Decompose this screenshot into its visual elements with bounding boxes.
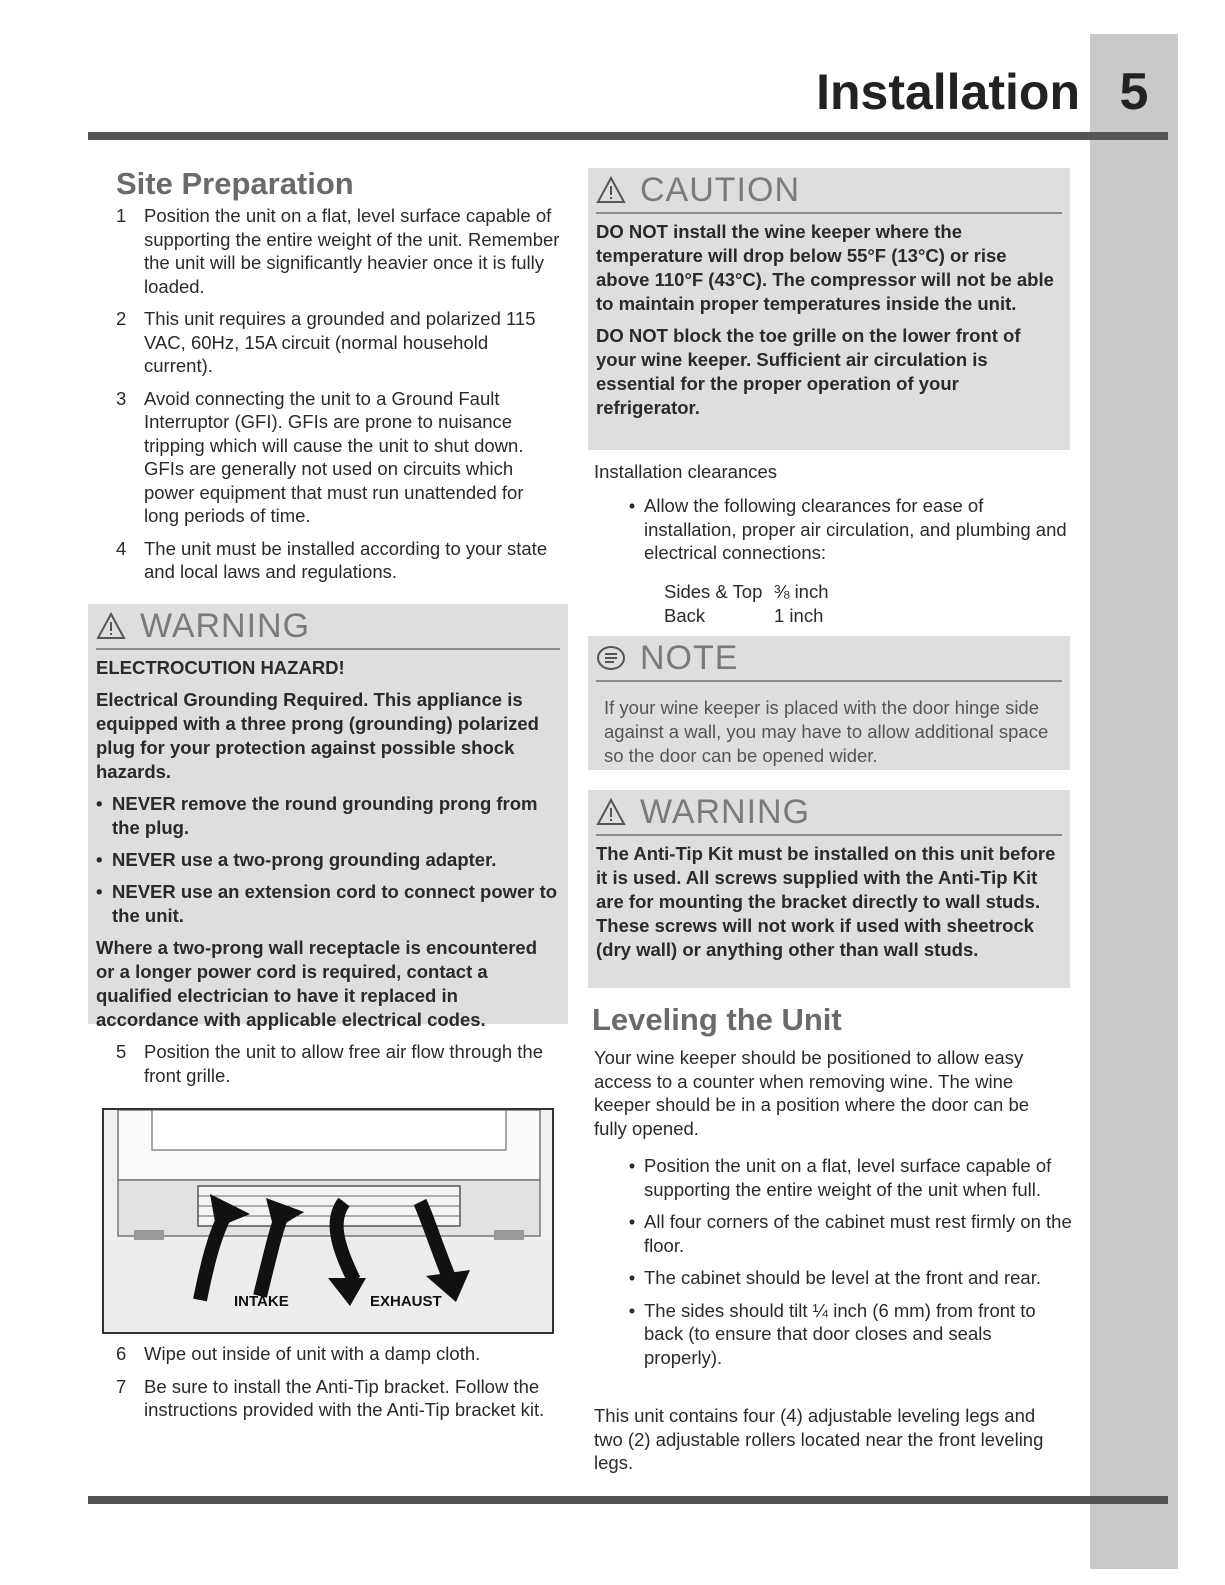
- warning-heading: WARNING: [140, 606, 311, 645]
- caution-header: [596, 168, 1062, 214]
- step-4: 4 The unit must be installed according to your state and local laws and regulations.: [116, 537, 548, 582]
- caution-box: [588, 168, 1070, 450]
- top-rule: [88, 132, 1168, 140]
- clearances-table: [664, 580, 829, 627]
- leveling-bullet: • The cabinet should be level at the front and rear.: [628, 1267, 1041, 1288]
- site-preparation-title: Site Preparation: [116, 166, 354, 201]
- electrocution-outro: Where a two-prong wall receptacle is encountered or a longer power cord is required, contact a qualified electrician to have it replaced in accordance with applicable electrical codes.: [96, 937, 538, 1030]
- caution-paragraph: DO NOT block the toe grille on the lower front of your wine keeper. Sufficient air circulation is essential for the proper operation of your refrigerator.: [596, 325, 1021, 418]
- step-7: 7 Be sure to install the Anti-Tip bracket. Follow the instructions provided with the Anti-Tip bracket kit.: [116, 1375, 545, 1420]
- leveling-title: Leveling the Unit: [592, 1002, 842, 1037]
- clearances-list: [620, 494, 1070, 565]
- leveling-bullets: [620, 1154, 1072, 1369]
- step-1: 1 Position the unit on a flat, level surface capable of supporting the entire weight of the unit. Remember the unit will be significantly heavier once it is fully loaded.: [116, 205, 560, 297]
- airflow-figure: [102, 1108, 554, 1334]
- electrocution-warning-box: [88, 604, 568, 1030]
- warning-triangle-icon: [96, 612, 126, 640]
- antitip-warning-box: [588, 790, 1070, 988]
- electrocution-subheading: ELECTROCUTION HAZARD!: [96, 657, 345, 678]
- leveling-bullet: • The sides should tilt ¼ inch (6 mm) from front to back (to ensure that door closes and seals properly).: [628, 1299, 1036, 1368]
- leveling-outro: This unit contains four (4) adjustable leveling legs and two (2) adjustable rollers located near the front leveling legs.: [594, 1405, 1044, 1473]
- antitip-warning-text: The Anti-Tip Kit must be installed on this unit before it is used. All screws supplied with the Anti-Tip Kit are for mounting the bracket directly to wall studs. These screws will not work if used with sheetrock (dry wall) or anything other than wall studs.: [596, 843, 1056, 960]
- clearances-bullet: • Allow the following clearances for ease of installation, proper air circulation, and plumbing and electrical connections:: [628, 495, 1067, 563]
- electrocution-bullet: • NEVER use an extension cord to connect power to the unit.: [96, 881, 558, 926]
- caution-paragraph: DO NOT install the wine keeper where the temperature will drop below 55°F (13°C) or rise above 110°F (43°C). The compressor will not be able to maintain proper temperatures inside the unit.: [596, 221, 1054, 314]
- side-tab-bar: [1090, 34, 1178, 1569]
- note-heading: NOTE: [640, 638, 739, 677]
- step-2: 2 This unit requires a grounded and polarized 115 VAC, 60Hz, 15A circuit (normal household current).: [116, 308, 536, 376]
- clearance-row: Sides & Top ⅜ inch: [664, 581, 829, 602]
- warning-triangle-icon: [596, 176, 626, 204]
- intake-label: INTAKE: [234, 1293, 289, 1310]
- antitip-warning-heading: WARNING: [640, 792, 811, 831]
- warning-triangle-icon: [596, 798, 626, 826]
- antitip-warning-header: [596, 790, 1062, 836]
- note-header: [596, 636, 1062, 682]
- steps-after-figure: [112, 1342, 572, 1422]
- exhaust-label: EXHAUST: [370, 1293, 442, 1310]
- steps-after-warning: [112, 1040, 560, 1087]
- step-3: 3 Avoid connecting the unit to a Ground Fault Interruptor (GFI). GFIs are prone to nuisance tripping which will cause the unit to shut down. GFIs are generally not used on circuits which power equipment that must run unattended for long periods of time.: [116, 387, 524, 526]
- site-preparation-steps: [112, 204, 560, 584]
- electrocution-bullet: • NEVER use a two-prong grounding adapter.: [96, 849, 497, 870]
- caution-heading: CAUTION: [640, 170, 800, 209]
- step-5: 5 Position the unit to allow free air flow through the front grille.: [116, 1041, 544, 1086]
- leveling-intro: Your wine keeper should be positioned to allow easy access to a counter when removing wine. The wine keeper should be in a position where the door can be fully opened.: [594, 1047, 1030, 1139]
- clearances-title: Installation clearances: [594, 461, 778, 482]
- page-number: 5: [1119, 63, 1149, 121]
- note-box: [588, 636, 1070, 770]
- clearance-row: Back 1 inch: [664, 604, 824, 626]
- electrocution-intro: Electrical Grounding Required. This appliance is equipped with a three prong (grounding) polarized plug for your protection against possible shock hazards.: [96, 689, 539, 782]
- note-text: If your wine keeper is placed with the door hinge side against a wall, you may have to allow additional space so the door can be opened wider.: [604, 697, 1049, 766]
- step-6: 6 Wipe out inside of unit with a damp cloth.: [116, 1343, 481, 1364]
- page-title: Installation: [816, 64, 1080, 120]
- electrocution-bullet: • NEVER remove the round grounding prong from the plug.: [96, 793, 538, 838]
- note-icon: [596, 644, 626, 672]
- leveling-bullet: • All four corners of the cabinet must rest firmly on the floor.: [628, 1211, 1072, 1256]
- airflow-illustration: [104, 1110, 552, 1332]
- leveling-bullet: • Position the unit on a flat, level surface capable of supporting the entire weight of the unit when full.: [628, 1155, 1052, 1200]
- bottom-rule: [88, 1496, 1168, 1504]
- warning-header: [96, 604, 560, 650]
